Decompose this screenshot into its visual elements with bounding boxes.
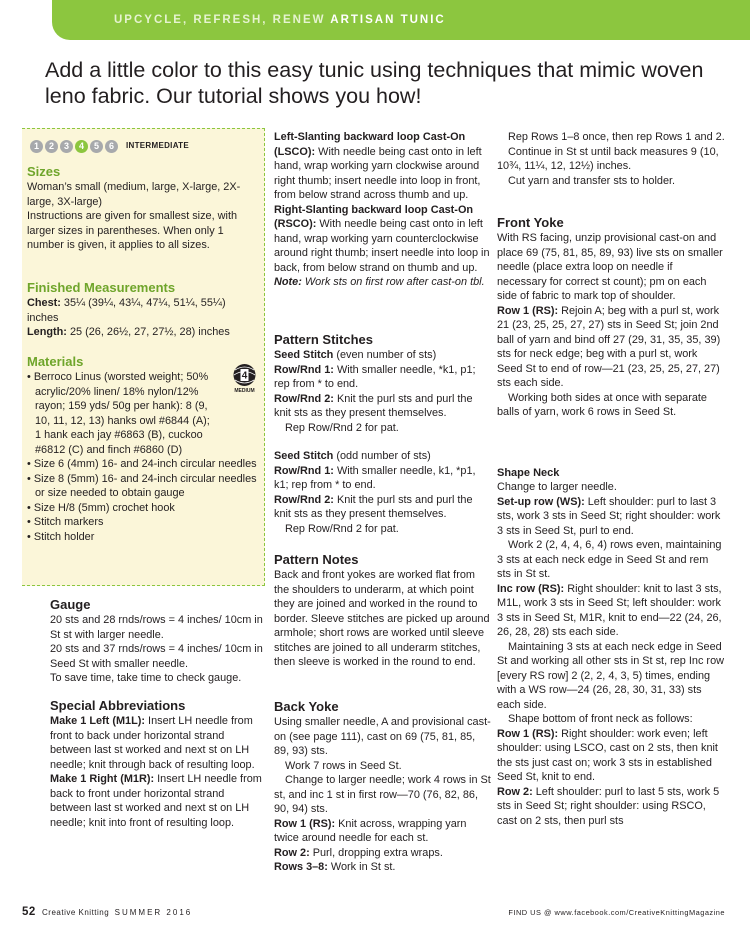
m1l-desc: Insert LH needle from front to back under horizontal strand between last st worked and next st on LH needle; knit through back of resulting loop. bbox=[50, 715, 255, 771]
row1-text: With smaller needle, *k1, p1; rep from * to end. bbox=[274, 363, 476, 390]
neck-row2-label: Row 2: bbox=[497, 785, 533, 798]
gauge-heading: Gauge bbox=[50, 597, 91, 612]
row1-label: Row/Rnd 1: bbox=[274, 363, 334, 376]
front-yoke-row1 bbox=[497, 304, 725, 391]
material-item: • Size H/8 (5mm) crochet hook bbox=[27, 501, 259, 516]
banner-category: UPCYCLE, REFRESH, RENEW bbox=[114, 14, 326, 26]
neck-row1-text: Right shoulder: work even; left shoulder: using LSCO, cast on 2 sts, then knit the sts just cast on; work 3 sts in established Seed St, knit to end. bbox=[497, 727, 718, 783]
seed-odd-row1 bbox=[274, 464, 492, 493]
column-2 bbox=[274, 130, 492, 873]
material-item: • Berroco Linus (worsted weight; 50% acrylic/20% linen/ 18% nylon/12% rayon; 159 yds/ 50g per hank): 8 (9, 10, 11, 12, 13) hanks owl #6844 (A); 1 hank each jay #6863 (B), cuckoo #6812 (C) and finch #6860 (D) bbox=[27, 370, 215, 457]
sizes-text: Woman’s small (medium, large, X-large, 2X-large, 3X-large) bbox=[27, 181, 241, 208]
front-yoke-section bbox=[497, 215, 725, 420]
lsco-text bbox=[274, 130, 492, 203]
back-row38-text: Work in St st. bbox=[330, 861, 396, 873]
banner-text bbox=[114, 14, 446, 26]
shape-neck-inc bbox=[497, 582, 725, 640]
length-value: 25 (26, 26½, 27, 27½, 28) inches bbox=[69, 326, 230, 338]
back-row1-label: Row 1 (RS): bbox=[274, 817, 336, 830]
shape-neck-row1 bbox=[497, 727, 725, 785]
length-line bbox=[27, 325, 259, 340]
pattern-notes-text: Back and front yokes are worked flat from the shoulders to underarm, at which point they are joined and worked in the round to border. Sleeve stitches are picked up around armhole; short rows are worked until sleeve stitches are joined to all underarm stitches, then sleeve is worked in the round to end. bbox=[274, 569, 490, 668]
back-yoke-section bbox=[274, 699, 492, 875]
pattern-stitches-section bbox=[274, 332, 492, 536]
abbreviations-heading: Special Abbreviations bbox=[50, 698, 186, 713]
skill-level bbox=[30, 139, 189, 154]
back-yoke-row1 bbox=[274, 817, 492, 846]
inc-label: Inc row (RS): bbox=[497, 582, 565, 595]
column-3 bbox=[497, 130, 727, 827]
materials-heading: Materials bbox=[27, 354, 84, 369]
shape-neck-p1: Change to larger needle. bbox=[497, 481, 617, 493]
yarn-weight-icon bbox=[232, 363, 257, 393]
inc-text: Right shoulder: knit to last 3 sts, M1L, work 3 sts in Seed St; left shoulder: work 3 sts in Seed St, M1R, knit to end—22 (24, 26, 26, 28, 28) sts each side. bbox=[497, 582, 722, 638]
setup-text: Left shoulder: purl to last 3 sts, work 3 sts in Seed St; right shoulder: work 3 sts in Seed St, purl to end. bbox=[497, 495, 721, 537]
seed-odd-sub: (odd number of sts) bbox=[336, 450, 431, 462]
back-row38-label: Rows 3–8: bbox=[274, 861, 328, 873]
material-item: • Size 6 (4mm) 16- and 24-inch circular needles bbox=[27, 457, 259, 472]
shape-neck-heading: Shape Neck bbox=[497, 467, 560, 479]
front-yoke-p2: Working both sides at once with separate balls of yarn, work 6 rows in Seed St. bbox=[497, 391, 707, 418]
seed-even-sub: (even number of sts) bbox=[336, 349, 437, 361]
neck-row1-label: Row 1 (RS): bbox=[497, 727, 559, 740]
chest-value: 35¼ (39¼, 43¼, 47¼, 51¼, 55¼) inches bbox=[27, 297, 226, 324]
pattern-notes-heading: Pattern Notes bbox=[274, 552, 359, 567]
back-row2-text: Purl, dropping extra wraps. bbox=[312, 846, 443, 859]
m1r-text bbox=[50, 772, 265, 830]
yarn-weight-number: 4 bbox=[241, 370, 248, 382]
rsco-desc: With needle being cast onto in left hand, wrap working yarn counterclockwise around right thumb; insert needle into loop in back, from below strand on thumb and up. bbox=[274, 218, 490, 274]
shape-neck-row2 bbox=[497, 785, 725, 829]
seed-odd-row2 bbox=[274, 493, 492, 522]
skill-dot: 2 bbox=[45, 140, 58, 153]
seed-even-name: Seed Stitch bbox=[274, 349, 334, 361]
issue-date: SUMMER 2016 bbox=[114, 908, 193, 917]
skill-dot: 3 bbox=[60, 140, 73, 153]
row1-label: Row/Rnd 1: bbox=[274, 464, 334, 477]
seed-even-rep: Rep Row/Rnd 2 for pat. bbox=[285, 421, 399, 434]
back-yoke-p2: Work 7 rows in Seed St. bbox=[285, 759, 402, 772]
shape-neck-setup bbox=[497, 495, 725, 539]
skill-dot: 1 bbox=[30, 140, 43, 153]
pattern-notes-section bbox=[274, 552, 492, 670]
seed-even-row1 bbox=[274, 363, 492, 392]
shape-neck-p4: Shape bottom of front neck as follows: bbox=[508, 713, 693, 725]
seed-even-title bbox=[274, 348, 492, 363]
page-number: 52 bbox=[22, 906, 36, 918]
yarn-weight-label: MEDIUM bbox=[234, 388, 255, 393]
note-label: Note: bbox=[274, 276, 302, 288]
chest-label: Chest: bbox=[27, 297, 61, 309]
front-yoke-p1: With RS facing, unzip provisional cast-on and place 69 (75, 81, 85, 89, 93) live sts on smaller needle (place extra loop on needle if necessary for correct st count); pm on each side of fabric to mark top of shoulder. bbox=[497, 232, 723, 302]
banner-title: ARTISAN TUNIC bbox=[330, 14, 446, 26]
lsco-desc: With needle being cast onto in left hand, wrap working yarn clockwise around right thumb; insert needle into loop in front, from below strand across thumb and up. bbox=[274, 145, 482, 201]
length-label: Length: bbox=[27, 326, 67, 338]
material-item: • Size 8 (5mm) 16- and 24-inch circular needles or size needed to obtain gauge bbox=[27, 472, 259, 501]
front-yoke-heading: Front Yoke bbox=[497, 215, 564, 230]
sizes-heading: Sizes bbox=[27, 164, 61, 179]
row2-text: Knit the purl sts and purl the knit sts as they present themselves. bbox=[274, 392, 473, 419]
pattern-stitches-heading: Pattern Stitches bbox=[274, 332, 373, 347]
finished-heading: Finished Measurements bbox=[27, 280, 176, 295]
rsco-text bbox=[274, 203, 492, 290]
back-yoke-p5: Continue in St st until back measures 9 (10, 10¾, 11¼, 12, 12½) inches. bbox=[497, 145, 719, 172]
front-row1-text: Rejoin A; beg with a purl st, work 21 (23, 25, 25, 27, 27) sts in Seed St; join 2nd ball of yarn and bind off 27 (29, 31, 35, 35, 39) sts for neck edge; beg with a purl st, work Seed St to end of row—21 (23, 25, 25, 27, 27) sts each side. bbox=[497, 304, 721, 389]
row2-label: Row/Rnd 2: bbox=[274, 392, 334, 405]
shape-neck-p3: Maintaining 3 sts at each neck edge in Seed St and working all other sts in St st, rep Inc row [every RS row] 2 (2, 2, 4, 3, 5) times, ending with a WS row—24 (26, 28, 30, 31, 33) sts each side. bbox=[497, 640, 724, 711]
seed-even-row2 bbox=[274, 392, 492, 421]
back-yoke-p1: Using smaller needle, A and provisional cast-on (see page 111), cast on 69 (75, 81, 85, 89, 93) sts. bbox=[274, 716, 491, 757]
back-yoke-heading: Back Yoke bbox=[274, 699, 339, 714]
gauge-text-1: 20 sts and 28 rnds/rows = 4 inches/ 10cm in St st with larger needle. bbox=[50, 614, 263, 641]
front-row1-label: Row 1 (RS): bbox=[497, 304, 559, 317]
skill-label: INTERMEDIATE bbox=[126, 141, 190, 150]
gauge-text-3: To save time, take time to check gauge. bbox=[50, 672, 242, 684]
back-yoke-row2 bbox=[274, 846, 492, 861]
sizes-section bbox=[27, 164, 259, 253]
seed-odd-rep: Rep Row/Rnd 2 for pat. bbox=[285, 522, 399, 535]
magazine-name: Creative Knitting bbox=[42, 908, 110, 917]
find-us-link[interactable]: FIND US @ www.facebook.com/CreativeKnittingMagazine bbox=[508, 908, 725, 917]
back-yoke-p6: Cut yarn and transfer sts to holder. bbox=[508, 174, 676, 187]
row2-text: Knit the purl sts and purl the knit sts as they present themselves. bbox=[274, 493, 473, 520]
shape-neck-section bbox=[497, 466, 725, 828]
rsco-label: Right-Slanting backward loop Cast-On (RSCO): bbox=[274, 203, 474, 230]
materials-section bbox=[27, 354, 259, 544]
lsco-label: Left-Slanting backward loop Cast-On (LSCO): bbox=[274, 131, 466, 158]
back-row2-label: Row 2: bbox=[274, 846, 310, 859]
m1l-text bbox=[50, 714, 265, 772]
back-row1-text: Knit across, wrapping yarn twice around needle for each st. bbox=[274, 817, 467, 844]
chest-line bbox=[27, 296, 259, 325]
row1-text: With smaller needle, k1, *p1, k1; rep from * to end. bbox=[274, 464, 476, 491]
materials-list bbox=[27, 370, 259, 544]
gauge-section bbox=[50, 597, 265, 686]
gauge-text-2: 20 sts and 37 rnds/rows = 4 inches/ 10cm in Seed St with smaller needle. bbox=[50, 643, 263, 670]
skill-dot-active: 4 bbox=[75, 140, 88, 153]
material-item: • Stitch markers bbox=[27, 515, 259, 530]
sizes-instructions: Instructions are given for smallest size, with larger sizes in parentheses. When only 1 number is given, it applies to all sizes. bbox=[27, 210, 238, 251]
m1r-desc: Insert LH needle from back to front under horizontal strand between last st worked and next st on LH needle; knit into front of resulting loop. bbox=[50, 773, 262, 829]
setup-label: Set-up row (WS): bbox=[497, 495, 585, 508]
skill-dot: 5 bbox=[90, 140, 103, 153]
back-yoke-p4: Rep Rows 1–8 once, then rep Rows 1 and 2. bbox=[508, 131, 725, 143]
footer-magazine bbox=[42, 908, 192, 917]
header-banner bbox=[52, 0, 750, 40]
back-yoke-row38 bbox=[274, 860, 492, 875]
seed-odd-title bbox=[274, 449, 492, 464]
note-text: Work sts on first row after cast-on tbl. bbox=[304, 276, 485, 288]
headline: Add a little color to this easy tunic using techniques that mimic woven leno fabric. Our tutorial shows you how! bbox=[45, 58, 704, 108]
neck-row2-text: Left shoulder: purl to last 5 sts, work 5 sts in Seed St; right shoulder: using RSCO, cast on 2 sts, then purl sts bbox=[497, 785, 720, 827]
material-item: • Stitch holder bbox=[27, 530, 259, 545]
m1l-label: Make 1 Left (M1L): bbox=[50, 715, 146, 727]
shape-neck-p2: Work 2 (2, 4, 4, 6, 4) rows even, maintaining 3 sts at each neck edge in Seed St and rem sts in St st. bbox=[497, 539, 722, 580]
row2-label: Row/Rnd 2: bbox=[274, 493, 334, 506]
skill-dot: 6 bbox=[105, 140, 118, 153]
seed-odd-name: Seed Stitch bbox=[274, 450, 334, 462]
abbreviations-section bbox=[50, 698, 265, 830]
finished-section bbox=[27, 280, 259, 340]
back-yoke-p3: Change to larger needle; work 4 rows in St st, and inc 1 st in first row—70 (76, 82, 86, 90, 94) sts. bbox=[274, 774, 491, 815]
m1r-label: Make 1 Right (M1R): bbox=[50, 773, 155, 785]
